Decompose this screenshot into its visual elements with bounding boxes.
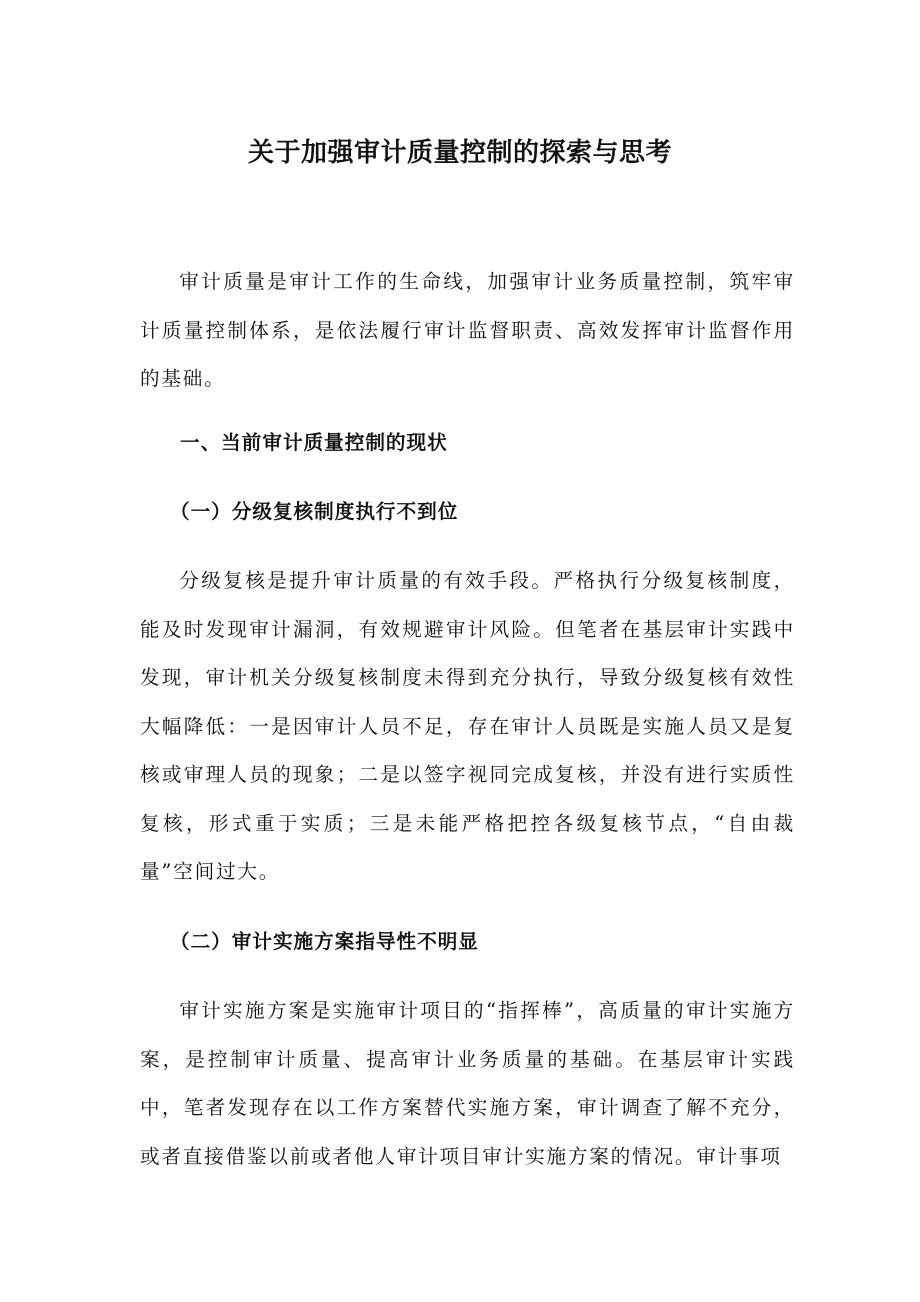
document-title: 关于加强审计质量控制的探索与思考 xyxy=(247,138,672,169)
subsection-heading-1: （一）分级复核制度执行不到位 xyxy=(170,500,459,523)
subsection-paragraph-2: 审计实施方案是实施审计项目的“指挥棒”，高质量的审计实施方案，是控制审计质量、提高审计业务质量的基础。在基层审计实践中，笔者发现存在以工作方案替代实施方案，审计调查了解不充分，或者直接借鉴以前或者他人审计项目审计实施方案的情况。审计事项 xyxy=(140,999,795,1168)
subsection-heading-2: （二）审计实施方案指导性不明显 xyxy=(170,930,479,953)
section-heading: 一、当前审计质量控制的现状 xyxy=(180,431,448,454)
intro-paragraph: 审计质量是审计工作的生命线，加强审计业务质量控制，筑牢审计质量控制体系，是依法履行审计监督职责、高效发挥审计监督作用的基础。 xyxy=(140,270,795,390)
subsection-paragraph-1: 分级复核是提升审计质量的有效手段。严格执行分级复核制度，能及时发现审计漏洞，有效规避审计风险。但笔者在基层审计实践中发现，审计机关分级复核制度未得到充分执行，导致分级复核有效性大幅降低：一是因审计人员不足，存在审计人员既是实施人员又是复核或审理人员的现象；二是以签字视同完成复核，并没有进行实质性复核，形式重于实质；三是未能严格把控各级复核节点，“自由裁量”空间过大。 xyxy=(140,569,795,883)
